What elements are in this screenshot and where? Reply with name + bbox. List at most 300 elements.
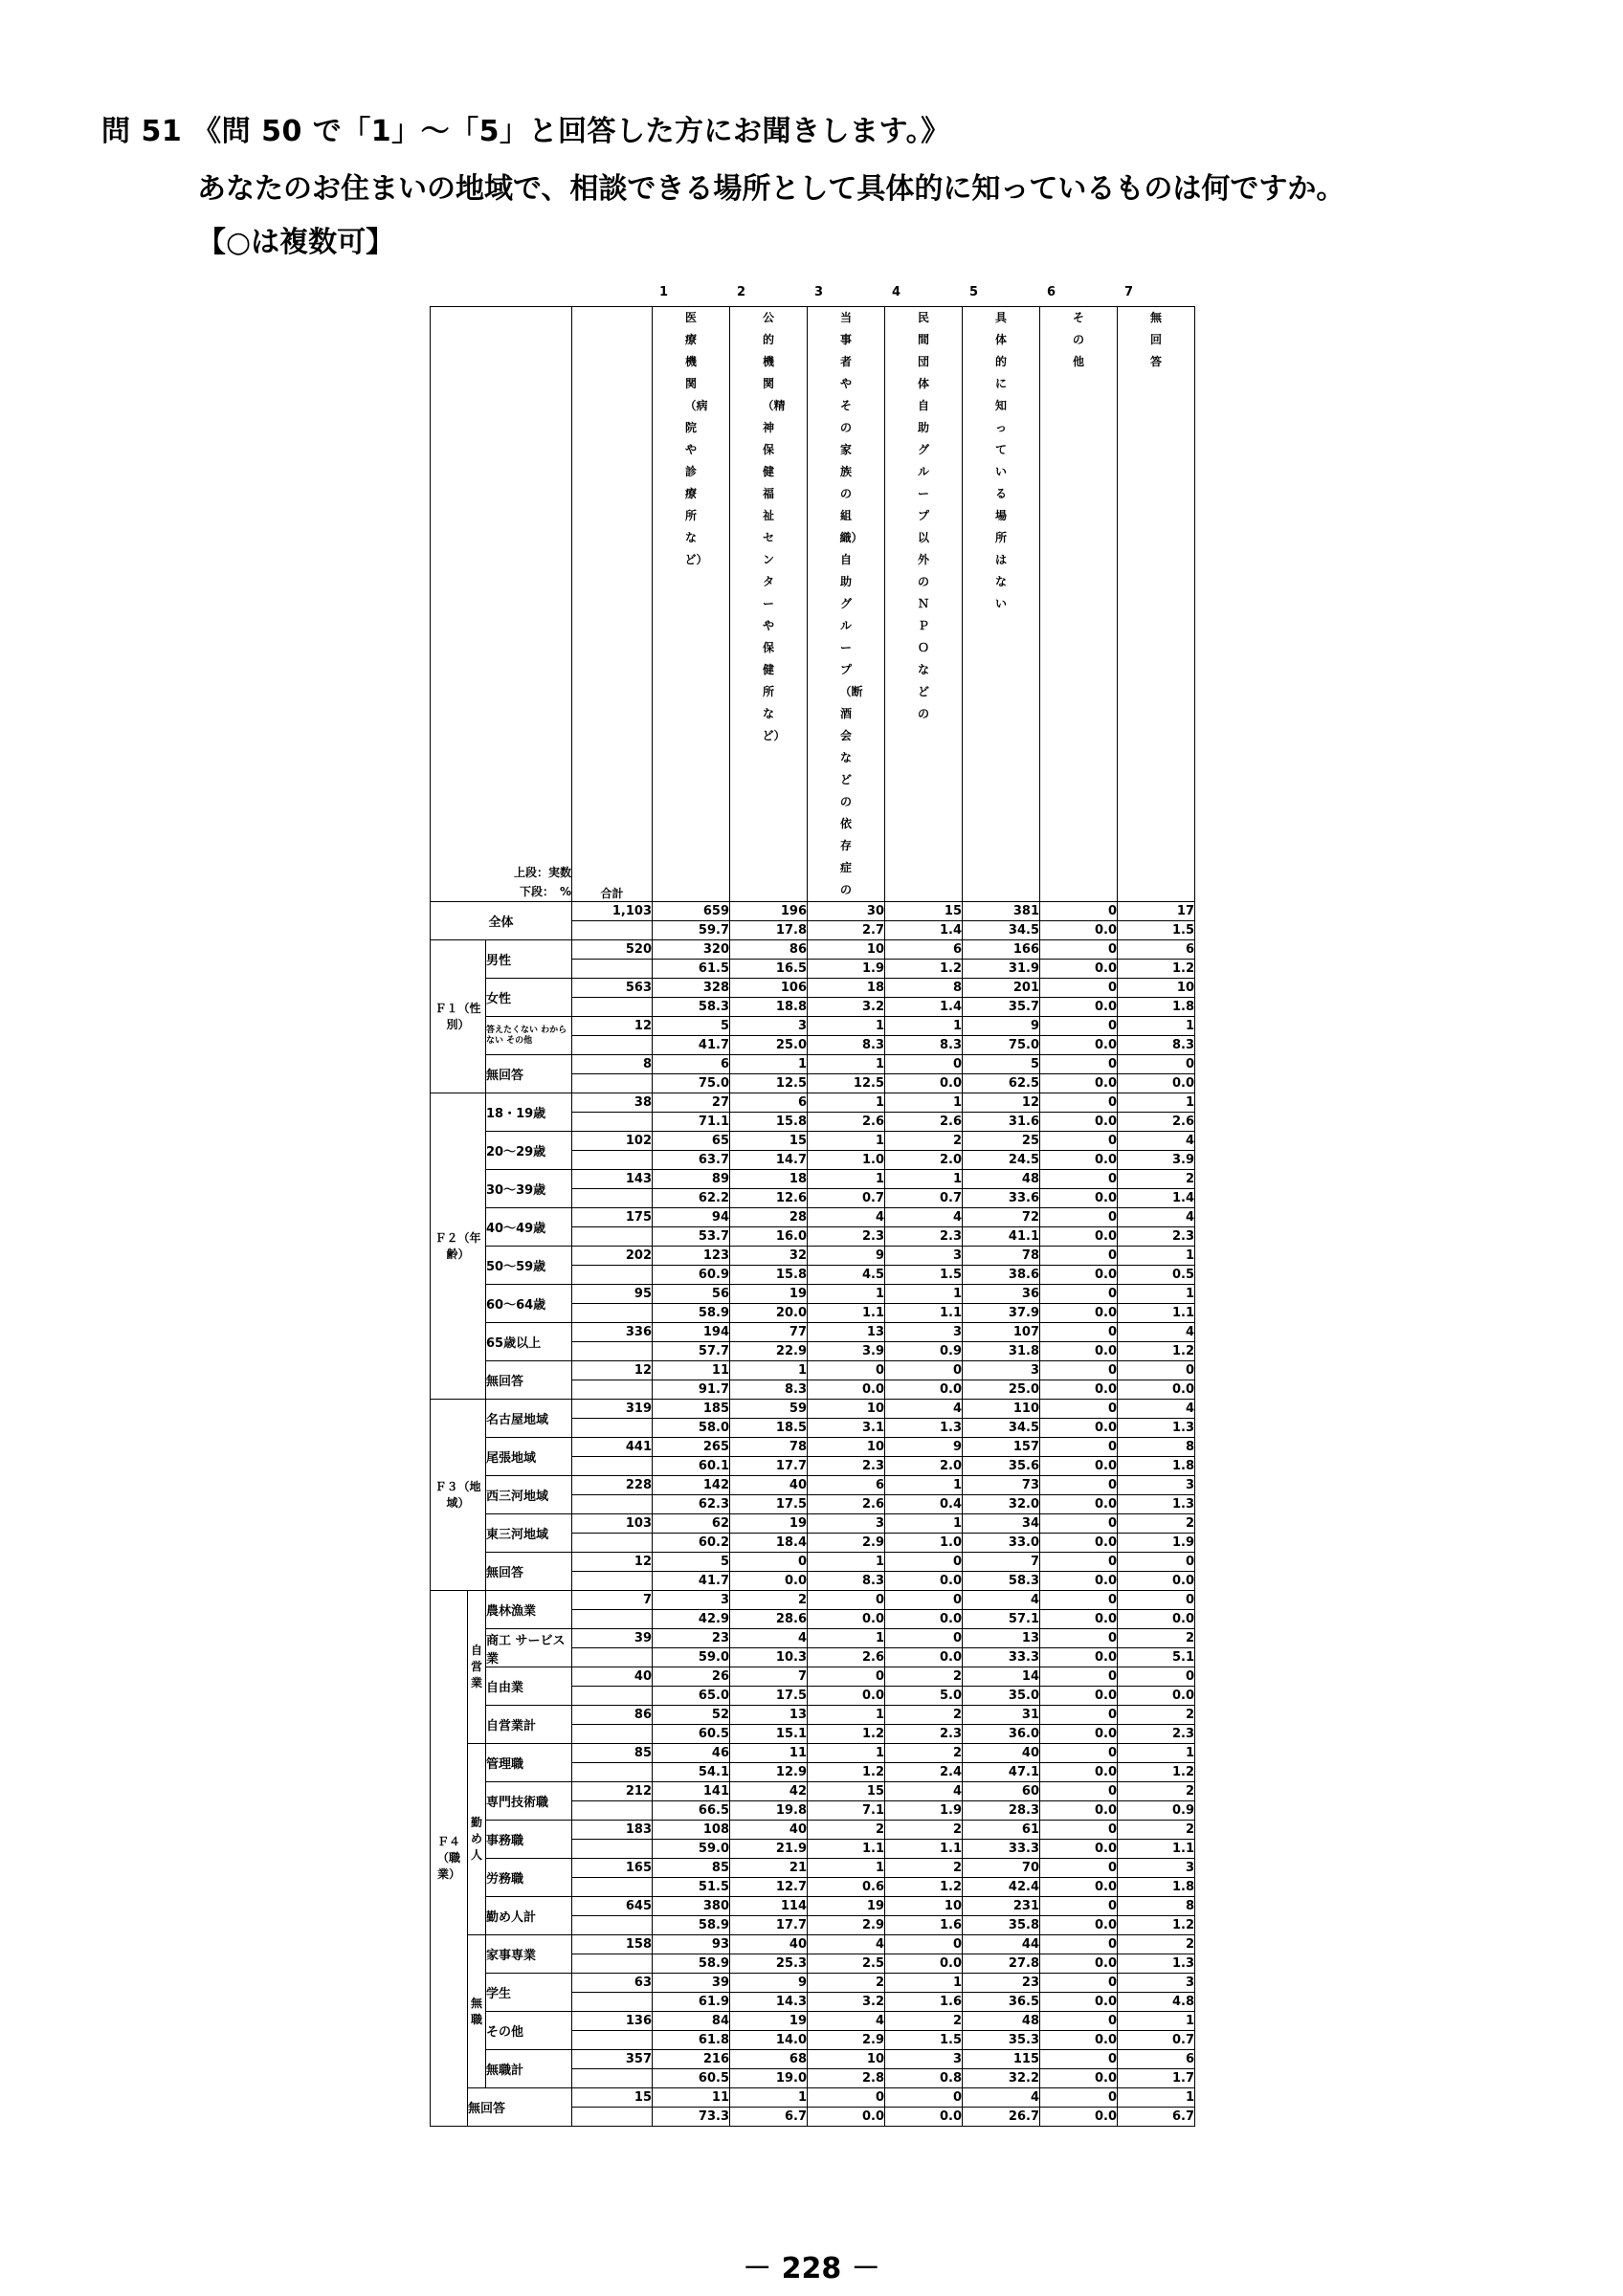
pct-cell: 16.0: [730, 1227, 808, 1247]
pct-cell: 1.8: [1118, 1878, 1195, 1897]
count-cell: 3: [730, 1017, 808, 1036]
row-total: 12: [572, 1361, 653, 1380]
pct-cell: 58.9: [653, 1954, 730, 1974]
pct-cell: 1.0: [885, 1534, 963, 1553]
pct-cell: 1.2: [808, 1763, 885, 1782]
table-row: [431, 1744, 1195, 1763]
pct-cell: 17.7: [730, 1457, 808, 1476]
row-total: 12: [572, 1017, 653, 1036]
pct-cell: 91.7: [653, 1380, 730, 1400]
count-cell: 94: [653, 1208, 730, 1227]
question-header: 問 51 《問 50 で「1」～「5」と回答した方にお聞きします。》: [101, 115, 950, 148]
pct-cell: 2.3: [808, 1227, 885, 1247]
row-total: 39: [572, 1629, 653, 1648]
row-total: 175: [572, 1208, 653, 1227]
count-cell: 19: [730, 1514, 808, 1534]
count-cell: 106: [730, 979, 808, 998]
question-instruction: 【○は複数可】: [197, 226, 395, 259]
count-cell: 2: [808, 1821, 885, 1840]
pct-cell: 0.0: [885, 1610, 963, 1629]
pct-cell: 3.1: [808, 1419, 885, 1438]
pct-cell: 0.0: [885, 1954, 963, 1974]
count-cell: 2: [885, 1859, 963, 1878]
column-number: 7: [1123, 285, 1134, 299]
column-header: [808, 307, 885, 902]
count-cell: 201: [963, 979, 1040, 998]
count-cell: 2: [885, 1706, 963, 1725]
count-cell: 0: [885, 1553, 963, 1572]
row-total: 40: [572, 1667, 653, 1687]
count-cell: 59: [730, 1400, 808, 1419]
pct-cell: 60.5: [653, 2069, 730, 2088]
count-cell: 0: [1040, 1476, 1118, 1495]
count-cell: 110: [963, 1400, 1040, 1419]
pct-cell: 0.0: [808, 1687, 885, 1706]
column-header-text: 具体的に知っている場所はない: [994, 311, 1007, 610]
count-cell: 0: [1040, 902, 1118, 921]
pct-cell: 18.4: [730, 1534, 808, 1553]
row-total: 357: [572, 2050, 653, 2069]
count-cell: 320: [653, 940, 730, 960]
pct-cell: 1.2: [1118, 960, 1195, 979]
pct-cell: 17.7: [730, 1916, 808, 1935]
pct-cell: 8.3: [808, 1036, 885, 1055]
pct-cell: 41.1: [963, 1227, 1040, 1247]
count-cell: 48: [963, 1170, 1040, 1189]
pct-cell: 1.7: [1118, 2069, 1195, 2088]
pct-cell: 0.9: [1118, 1801, 1195, 1821]
pct-cell: 0.0: [1040, 1304, 1118, 1323]
pct-cell: 2.9: [808, 1916, 885, 1935]
count-cell: 86: [730, 940, 808, 960]
pct-cell: 1.0: [808, 1151, 885, 1170]
count-cell: 0: [1040, 1400, 1118, 1419]
table-row: [431, 902, 1195, 921]
row-total: 228: [572, 1476, 653, 1495]
pct-cell: 65.0: [653, 1687, 730, 1706]
pct-cell: 0.0: [808, 2108, 885, 2127]
table-row: [431, 1553, 1195, 1572]
count-cell: 0: [885, 1629, 963, 1648]
row-total-blank: [572, 1419, 653, 1438]
pct-cell: 62.2: [653, 1189, 730, 1208]
count-cell: 13: [730, 1706, 808, 1725]
count-cell: 1: [885, 1093, 963, 1113]
count-cell: 25: [963, 1132, 1040, 1151]
count-cell: 1: [1118, 2012, 1195, 2031]
pct-cell: 12.5: [730, 1074, 808, 1093]
pct-cell: 1.2: [1118, 1916, 1195, 1935]
count-cell: 10: [808, 1438, 885, 1457]
count-cell: 42: [730, 1782, 808, 1801]
group-label: Ｆ２（年齢）: [431, 1093, 486, 1400]
count-cell: 4: [963, 1591, 1040, 1610]
pct-cell: 5.1: [1118, 1648, 1195, 1667]
table-row: [431, 1285, 1195, 1304]
count-cell: 0: [1040, 1629, 1118, 1648]
count-cell: 1: [1118, 2088, 1195, 2108]
count-cell: 4: [808, 1208, 885, 1227]
count-cell: 10: [808, 2050, 885, 2069]
pct-cell: 60.2: [653, 1534, 730, 1553]
pct-cell: 0.0: [1118, 1687, 1195, 1706]
pct-cell: 0.7: [885, 1189, 963, 1208]
pct-cell: 58.0: [653, 1419, 730, 1438]
table-row: [431, 1514, 1195, 1534]
pct-cell: 2.6: [808, 1495, 885, 1514]
count-cell: 1: [730, 1055, 808, 1074]
crosstab-table: [430, 306, 1195, 2127]
row-total-blank: [572, 1878, 653, 1897]
count-cell: 77: [730, 1323, 808, 1342]
pct-cell: 20.0: [730, 1304, 808, 1323]
subgroup-label: 無職: [468, 1935, 486, 2088]
pct-cell: 6.7: [1118, 2108, 1195, 2127]
pct-cell: 62.5: [963, 1074, 1040, 1093]
pct-cell: 31.9: [963, 960, 1040, 979]
count-cell: 39: [653, 1974, 730, 1993]
row-label: 18・19歳: [486, 1093, 572, 1132]
column-header-text: 無回答: [1149, 311, 1162, 368]
table-row: [431, 1323, 1195, 1342]
pct-cell: 15.8: [730, 1266, 808, 1285]
count-cell: 0: [1040, 1821, 1118, 1840]
row-label: 全体: [431, 902, 572, 940]
count-cell: 1: [808, 1553, 885, 1572]
pct-cell: 35.0: [963, 1687, 1040, 1706]
row-total: 38: [572, 1093, 653, 1113]
count-cell: 21: [730, 1859, 808, 1878]
pct-cell: 2.3: [885, 1227, 963, 1247]
count-cell: 1: [808, 1055, 885, 1074]
row-total: 63: [572, 1974, 653, 1993]
count-cell: 2: [1118, 1170, 1195, 1189]
row-total: 336: [572, 1323, 653, 1342]
count-cell: 40: [730, 1821, 808, 1840]
count-cell: 11: [730, 1744, 808, 1763]
pct-cell: 0.0: [1118, 1610, 1195, 1629]
table-row: [431, 1208, 1195, 1227]
count-cell: 0: [1118, 1055, 1195, 1074]
column-header: [1040, 307, 1118, 902]
pct-cell: 1.2: [1118, 1342, 1195, 1361]
row-total: 212: [572, 1782, 653, 1801]
pct-cell: 0.0: [1040, 1227, 1118, 1247]
count-cell: 0: [885, 1361, 963, 1380]
pct-cell: 17.8: [730, 921, 808, 940]
pct-cell: 1.3: [885, 1419, 963, 1438]
count-cell: 2: [808, 1974, 885, 1993]
pct-cell: 17.5: [730, 1495, 808, 1514]
count-cell: 1: [885, 1285, 963, 1304]
count-cell: 34: [963, 1514, 1040, 1534]
pct-cell: 1.3: [1118, 1954, 1195, 1974]
row-total-blank: [572, 2031, 653, 2050]
row-label: 無回答: [486, 1361, 572, 1400]
pct-cell: 0.0: [1040, 1036, 1118, 1055]
table-row: [431, 1591, 1195, 1610]
count-cell: 5: [963, 1055, 1040, 1074]
count-cell: 78: [730, 1438, 808, 1457]
count-cell: 61: [963, 1821, 1040, 1840]
count-cell: 0: [808, 1361, 885, 1380]
pct-cell: 2.6: [808, 1648, 885, 1667]
count-cell: 10: [808, 940, 885, 960]
count-cell: 0: [1040, 1132, 1118, 1151]
pct-cell: 0.0: [730, 1572, 808, 1591]
count-cell: 70: [963, 1859, 1040, 1878]
pct-cell: 58.9: [653, 1304, 730, 1323]
row-total: 645: [572, 1897, 653, 1916]
group-label: Ｆ３（地域）: [431, 1400, 486, 1591]
pct-cell: 33.6: [963, 1189, 1040, 1208]
pct-cell: 4.5: [808, 1266, 885, 1285]
count-cell: 10: [885, 1897, 963, 1916]
table-row: [431, 1093, 1195, 1113]
table-row: [431, 1859, 1195, 1878]
row-total: 15: [572, 2088, 653, 2108]
group-label: Ｆ１（性別）: [431, 940, 486, 1093]
count-cell: 31: [963, 1706, 1040, 1725]
row-label: 無回答: [486, 1553, 572, 1591]
pct-cell: 2.5: [808, 1954, 885, 1974]
pct-cell: 32.2: [963, 2069, 1040, 2088]
pct-cell: 0.0: [1040, 1151, 1118, 1170]
count-cell: 0: [1040, 1591, 1118, 1610]
count-cell: 14: [963, 1667, 1040, 1687]
pct-cell: 0.0: [885, 1648, 963, 1667]
row-total: 7: [572, 1591, 653, 1610]
pct-cell: 0.0: [1040, 960, 1118, 979]
count-cell: 0: [1040, 2050, 1118, 2069]
row-label: 名古屋地域: [486, 1400, 572, 1438]
count-cell: 0: [1040, 1974, 1118, 1993]
count-cell: 6: [885, 940, 963, 960]
count-cell: 0: [1040, 1093, 1118, 1113]
count-cell: 56: [653, 1285, 730, 1304]
pct-cell: 25.0: [730, 1036, 808, 1055]
row-total: 1,103: [572, 902, 653, 921]
pct-cell: 0.0: [885, 2108, 963, 2127]
count-cell: 1: [808, 1093, 885, 1113]
row-label: 20～29歳: [486, 1132, 572, 1170]
pct-cell: 10.3: [730, 1648, 808, 1667]
count-cell: 1: [1118, 1017, 1195, 1036]
pct-cell: 8.3: [1118, 1036, 1195, 1055]
pct-cell: 1.1: [885, 1304, 963, 1323]
count-cell: 3: [885, 2050, 963, 2069]
count-cell: 2: [885, 1744, 963, 1763]
pct-cell: 60.9: [653, 1266, 730, 1285]
table-row: [431, 1667, 1195, 1687]
count-cell: 2: [1118, 1706, 1195, 1725]
pct-cell: 0.0: [1040, 1380, 1118, 1400]
pct-cell: 53.7: [653, 1227, 730, 1247]
count-cell: 0: [1040, 1667, 1118, 1687]
row-total: 85: [572, 1744, 653, 1763]
count-cell: 17: [1118, 902, 1195, 921]
count-cell: 52: [653, 1706, 730, 1725]
pct-cell: 0.0: [1040, 1572, 1118, 1591]
count-cell: 4: [963, 2088, 1040, 2108]
count-cell: 3: [885, 1323, 963, 1342]
pct-cell: 2.7: [808, 921, 885, 940]
table-row: [431, 940, 1195, 960]
column-header-text: 民間団体自助グループ以外のＮＰＯなどの: [917, 311, 929, 720]
pct-cell: 0.0: [1040, 1457, 1118, 1476]
count-cell: 23: [653, 1629, 730, 1648]
pct-cell: 6.7: [730, 2108, 808, 2127]
count-cell: 18: [808, 979, 885, 998]
count-cell: 2: [1118, 1935, 1195, 1954]
row-total-blank: [572, 1074, 653, 1093]
row-label: 農林漁業: [486, 1591, 572, 1629]
count-cell: 328: [653, 979, 730, 998]
pct-cell: 0.6: [808, 1878, 885, 1897]
row-total-blank: [572, 2069, 653, 2088]
count-cell: 0: [1040, 979, 1118, 998]
count-cell: 1: [808, 1859, 885, 1878]
count-cell: 659: [653, 902, 730, 921]
count-cell: 4: [730, 1629, 808, 1648]
count-cell: 0: [1040, 940, 1118, 960]
pct-cell: 0.0: [1040, 2108, 1118, 2127]
count-cell: 6: [1118, 940, 1195, 960]
pct-cell: 0.0: [808, 1380, 885, 1400]
row-label: 労務職: [486, 1859, 572, 1897]
pct-cell: 41.7: [653, 1036, 730, 1055]
count-cell: 1: [808, 1629, 885, 1648]
count-cell: 0: [885, 1055, 963, 1074]
row-label: 東三河地域: [486, 1514, 572, 1553]
pct-cell: 31.8: [963, 1342, 1040, 1361]
pct-cell: 8.3: [730, 1380, 808, 1400]
count-cell: 107: [963, 1323, 1040, 1342]
count-cell: 9: [885, 1438, 963, 1457]
count-cell: 6: [653, 1055, 730, 1074]
pct-cell: 58.3: [653, 998, 730, 1017]
pct-cell: 63.7: [653, 1151, 730, 1170]
row-label: 自由業: [486, 1667, 572, 1706]
count-cell: 2: [730, 1591, 808, 1610]
pct-cell: 35.8: [963, 1916, 1040, 1935]
count-cell: 3: [653, 1591, 730, 1610]
count-cell: 381: [963, 902, 1040, 921]
row-total: 158: [572, 1935, 653, 1954]
count-cell: 157: [963, 1438, 1040, 1457]
count-cell: 1: [730, 2088, 808, 2108]
total-header: 合計: [572, 307, 653, 902]
count-cell: 7: [730, 1667, 808, 1687]
count-cell: 115: [963, 2050, 1040, 2069]
pct-cell: 57.1: [963, 1610, 1040, 1629]
count-cell: 0: [1040, 1247, 1118, 1266]
count-cell: 2: [885, 1667, 963, 1687]
count-cell: 265: [653, 1438, 730, 1457]
count-cell: 8: [1118, 1438, 1195, 1457]
table-row: [431, 2050, 1195, 2069]
pct-cell: 34.5: [963, 921, 1040, 940]
count-cell: 40: [730, 1935, 808, 1954]
count-cell: 4: [1118, 1400, 1195, 1419]
pct-cell: 0.0: [1040, 1610, 1118, 1629]
table-row: [431, 979, 1195, 998]
pct-cell: 1.2: [1118, 1763, 1195, 1782]
pct-cell: 62.3: [653, 1495, 730, 1514]
row-total-blank: [572, 1801, 653, 1821]
pct-cell: 2.0: [885, 1151, 963, 1170]
pct-cell: 3.2: [808, 1993, 885, 2012]
pct-cell: 12.9: [730, 1763, 808, 1782]
pct-cell: 0.0: [1040, 1954, 1118, 1974]
pct-cell: 8.3: [808, 1572, 885, 1591]
pct-cell: 28.6: [730, 1610, 808, 1629]
pct-cell: 60.1: [653, 1457, 730, 1476]
pct-cell: 26.7: [963, 2108, 1040, 2127]
row-label: 自営業計: [486, 1706, 572, 1744]
pct-cell: 0.0: [1040, 2031, 1118, 2050]
row-total-blank: [572, 1763, 653, 1782]
pct-cell: 0.0: [1040, 1801, 1118, 1821]
count-cell: 26: [653, 1667, 730, 1687]
count-cell: 2: [1118, 1629, 1195, 1648]
row-total-blank: [572, 1495, 653, 1514]
count-cell: 44: [963, 1935, 1040, 1954]
pct-cell: 8.3: [885, 1036, 963, 1055]
row-label: 男性: [486, 940, 572, 979]
row-label: 専門技術職: [486, 1782, 572, 1821]
pct-cell: 2.6: [1118, 1113, 1195, 1132]
pct-cell: 0.0: [1040, 998, 1118, 1017]
row-total-blank: [572, 1036, 653, 1055]
count-cell: 185: [653, 1400, 730, 1419]
count-cell: 231: [963, 1897, 1040, 1916]
pct-cell: 0.0: [1040, 1074, 1118, 1093]
row-total-blank: [572, 960, 653, 979]
row-total-blank: [572, 1687, 653, 1706]
count-cell: 89: [653, 1170, 730, 1189]
count-cell: 1: [885, 1514, 963, 1534]
pct-cell: 0.0: [808, 1610, 885, 1629]
column-number: 4: [891, 285, 901, 299]
count-cell: 0: [808, 1591, 885, 1610]
column-header: [1118, 307, 1195, 902]
column-header: [885, 307, 963, 902]
row-label: 答えたくない わからない その他: [486, 1017, 572, 1055]
count-cell: 11: [653, 2088, 730, 2108]
pct-cell: 1.1: [808, 1840, 885, 1859]
row-total-blank: [572, 1534, 653, 1553]
count-cell: 0: [885, 2088, 963, 2108]
row-label: 65歳以上: [486, 1323, 572, 1361]
count-cell: 0: [1040, 2088, 1118, 2108]
count-cell: 5: [653, 1553, 730, 1572]
row-label: 事務職: [486, 1821, 572, 1859]
row-total: 202: [572, 1247, 653, 1266]
table-row: [431, 1706, 1195, 1725]
column-numbers: [0, 285, 1623, 306]
row-total: 520: [572, 940, 653, 960]
legend-lower: 下段： %: [519, 885, 571, 898]
table-row: [431, 1170, 1195, 1189]
count-cell: 1: [730, 1361, 808, 1380]
pct-cell: 58.9: [653, 1916, 730, 1935]
count-cell: 1: [808, 1170, 885, 1189]
table-row: [431, 1782, 1195, 1801]
pct-cell: 0.0: [1118, 1572, 1195, 1591]
count-cell: 166: [963, 940, 1040, 960]
count-cell: 0: [1040, 1285, 1118, 1304]
